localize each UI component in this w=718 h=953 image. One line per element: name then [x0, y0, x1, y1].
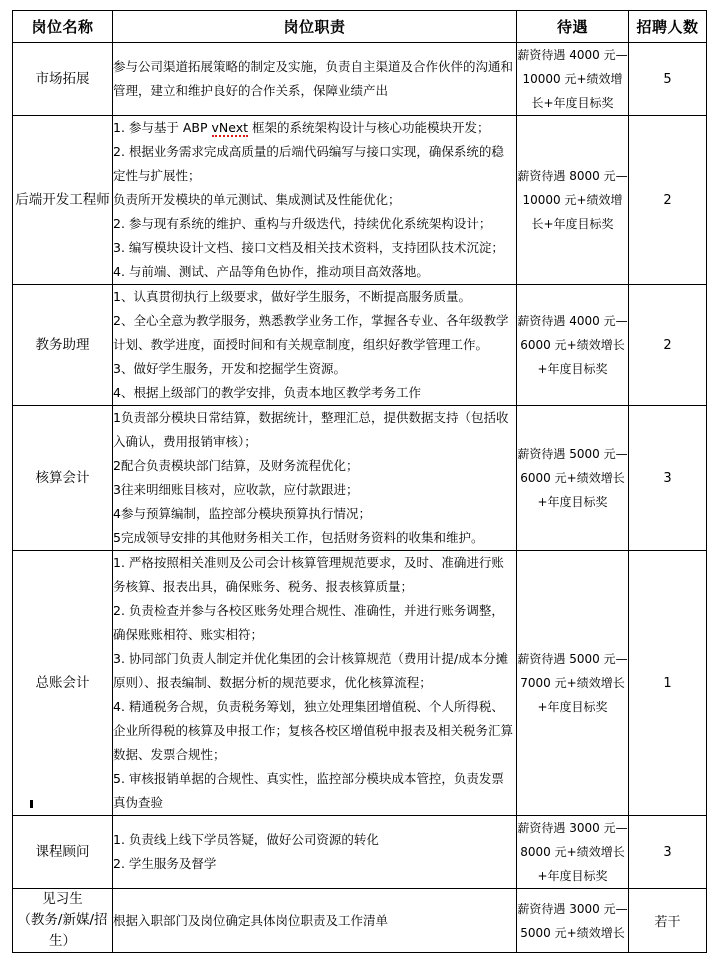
duty-line: 3往来明细账目核对，应收款，应付款跟进； [113, 482, 359, 497]
duty-line: 4、根据上级部门的教学安排，负责本地区教学考务工作 [113, 385, 421, 400]
position-name-line: 见习生 [42, 891, 83, 907]
table-row [13, 43, 707, 116]
position-name-line: 生） [49, 933, 76, 949]
cell-headcount: 5 [629, 43, 707, 116]
cell-job-duties [113, 816, 517, 889]
position-name-line: 市场拓展 [35, 70, 90, 87]
duty-line: 3、做好学生服务，开发和挖掘学生资源。 [113, 361, 346, 376]
table-row [13, 285, 707, 406]
table-row [13, 889, 707, 953]
cell-compensation: 薪资待遇 5000 元—6000 元+绩效增长+年度目标奖 [517, 406, 629, 551]
cell-position-name [13, 406, 113, 551]
cell-compensation: 薪资待遇 3000 元—8000 元+绩效增长+年度目标奖 [517, 816, 629, 889]
cell-job-duties [113, 551, 517, 816]
duty-line: 3. 编写模块设计文档、接口文档及相关技术资料，支持团队技术沉淀； [113, 240, 504, 255]
duty-line: 负责所开发模块的单元测试、集成测试及性能优化； [113, 192, 401, 207]
duty-line: 5完成领导安排的其他财务相关工作，包括财务资料的收集和维护。 [113, 530, 484, 545]
duty-line: 1负责部分模块日常结算，数据统计，整理汇总，提供数据支持（包括收入确认，费用报销审核）； [113, 410, 509, 449]
column-header-job-duties: 岗位职责 [113, 11, 517, 43]
position-name-line: （教务/新媒/招 [17, 912, 108, 928]
table-row [13, 551, 707, 816]
spellcheck-underline: vNext [211, 120, 249, 135]
duty-line: 2、全心全意为教学服务，熟悉教学业务工作，掌握各专业、各年级教学计划、教学进度，面授时间和有关规章制度，组织好教学管理工作。 [113, 313, 509, 352]
duty-line: 参与公司渠道拓展策略的制定及实施，负责自主渠道及合作伙伴的沟通和管理，建立和维护良好的合作关系，保障业绩产出 [113, 59, 514, 98]
position-name-line: 后端开发工程师 [15, 191, 110, 208]
cell-job-duties [113, 43, 517, 116]
cell-position-name [13, 551, 113, 816]
cell-headcount: 3 [629, 406, 707, 551]
cell-compensation: 薪资待遇 4000 元—6000 元+绩效增长+年度目标奖 [517, 285, 629, 406]
duty-line: 2配合负责模块部门结算，及财务流程优化； [113, 458, 359, 473]
duty-line: 1、认真贯彻执行上级要求，做好学生服务，不断提高服务质量。 [113, 289, 471, 304]
duty-line: 1. 负责线上线下学员答疑，做好公司资源的转化 [113, 832, 379, 847]
cell-position-name [13, 43, 113, 116]
job-listing-table [12, 10, 707, 953]
duty-line: 2. 参与现有系统的维护、重构与升级迭代，持续优化系统架构设计； [113, 216, 492, 231]
cell-headcount: 2 [629, 285, 707, 406]
column-header-headcount: 招聘人数 [629, 11, 707, 43]
duty-line: 4. 精通税务合规，负责税务筹划，独立处理集团增值税、个人所得税、企业所得税的核算及申报工作；复核各校区增值税申报表及相关税务汇算数据、发票合规性； [113, 699, 514, 762]
position-name-line: 课程顾问 [35, 843, 90, 860]
cell-headcount: 1 [629, 551, 707, 816]
table-body [13, 43, 707, 953]
duty-line: 4参与预算编制，监控部分模块预算执行情况； [113, 506, 371, 521]
cell-position-name [13, 889, 113, 953]
cell-position-name [13, 116, 113, 285]
cell-headcount: 3 [629, 816, 707, 889]
cell-compensation: 薪资待遇 5000 元—7000 元+绩效增长+年度目标奖 [517, 551, 629, 816]
duty-line: 5. 审核报销单据的合规性、真实性，监控部分模块成本管控，负责发票真伪查验 [113, 771, 504, 810]
position-name-line: 核算会计 [35, 469, 90, 486]
duty-line: 2. 根据业务需求完成高质量的后端代码编写与接口实现，确保系统的稳定性与扩展性； [113, 144, 504, 183]
duty-line: 1. 参与基于 ABP vNext 框架的系统架构设计与核心功能模块开发； [113, 120, 490, 135]
cell-job-duties [113, 889, 517, 953]
duty-line: 4. 与前端、测试、产品等角色协作，推动项目高效落地。 [113, 264, 429, 279]
cell-headcount: 2 [629, 116, 707, 285]
table-header [13, 11, 707, 43]
cell-compensation: 薪资待遇 3000 元—5000 元+绩效增长 [517, 889, 629, 953]
position-name-line: 总账会计 [35, 674, 90, 691]
cell-compensation: 薪资待遇 8000 元—10000 元+绩效增长+年度目标奖 [517, 116, 629, 285]
cell-compensation: 薪资待遇 4000 元—10000 元+绩效增长+年度目标奖 [517, 43, 629, 116]
cell-headcount: 若干 [629, 889, 707, 953]
column-header-position-name: 岗位名称 [13, 11, 113, 43]
duty-line: 2. 负责检查并参与各校区账务处理合规性、准确性，并进行账务调整，确保账账相符、账实相符； [113, 603, 504, 642]
cell-job-duties [113, 285, 517, 406]
table-row [13, 116, 707, 285]
cell-position-name [13, 816, 113, 889]
column-header-compensation: 待遇 [517, 11, 629, 43]
duty-line: 根据入职部门及岗位确定具体岗位职责及工作清单 [113, 912, 389, 928]
table-row [13, 406, 707, 551]
duty-line: 3. 协同部门负责人制定并优化集团的会计核算规范（费用计提/成本分摊原则）、报表编制、数据分析的规范要求，优化核算流程； [113, 651, 509, 690]
table-header-row [13, 11, 707, 43]
duty-line: 2. 学生服务及督学 [113, 856, 217, 871]
text-cursor-mark [30, 800, 33, 808]
cell-job-duties [113, 406, 517, 551]
position-name-line: 教务助理 [35, 336, 90, 353]
duty-line: 1. 严格按照相关准则及公司会计核算管理规范要求，及时、准确进行账务核算、报表出具，确保账务、税务、报表核算质量； [113, 555, 504, 594]
cell-job-duties [113, 116, 517, 285]
cell-position-name [13, 285, 113, 406]
table-row [13, 816, 707, 889]
